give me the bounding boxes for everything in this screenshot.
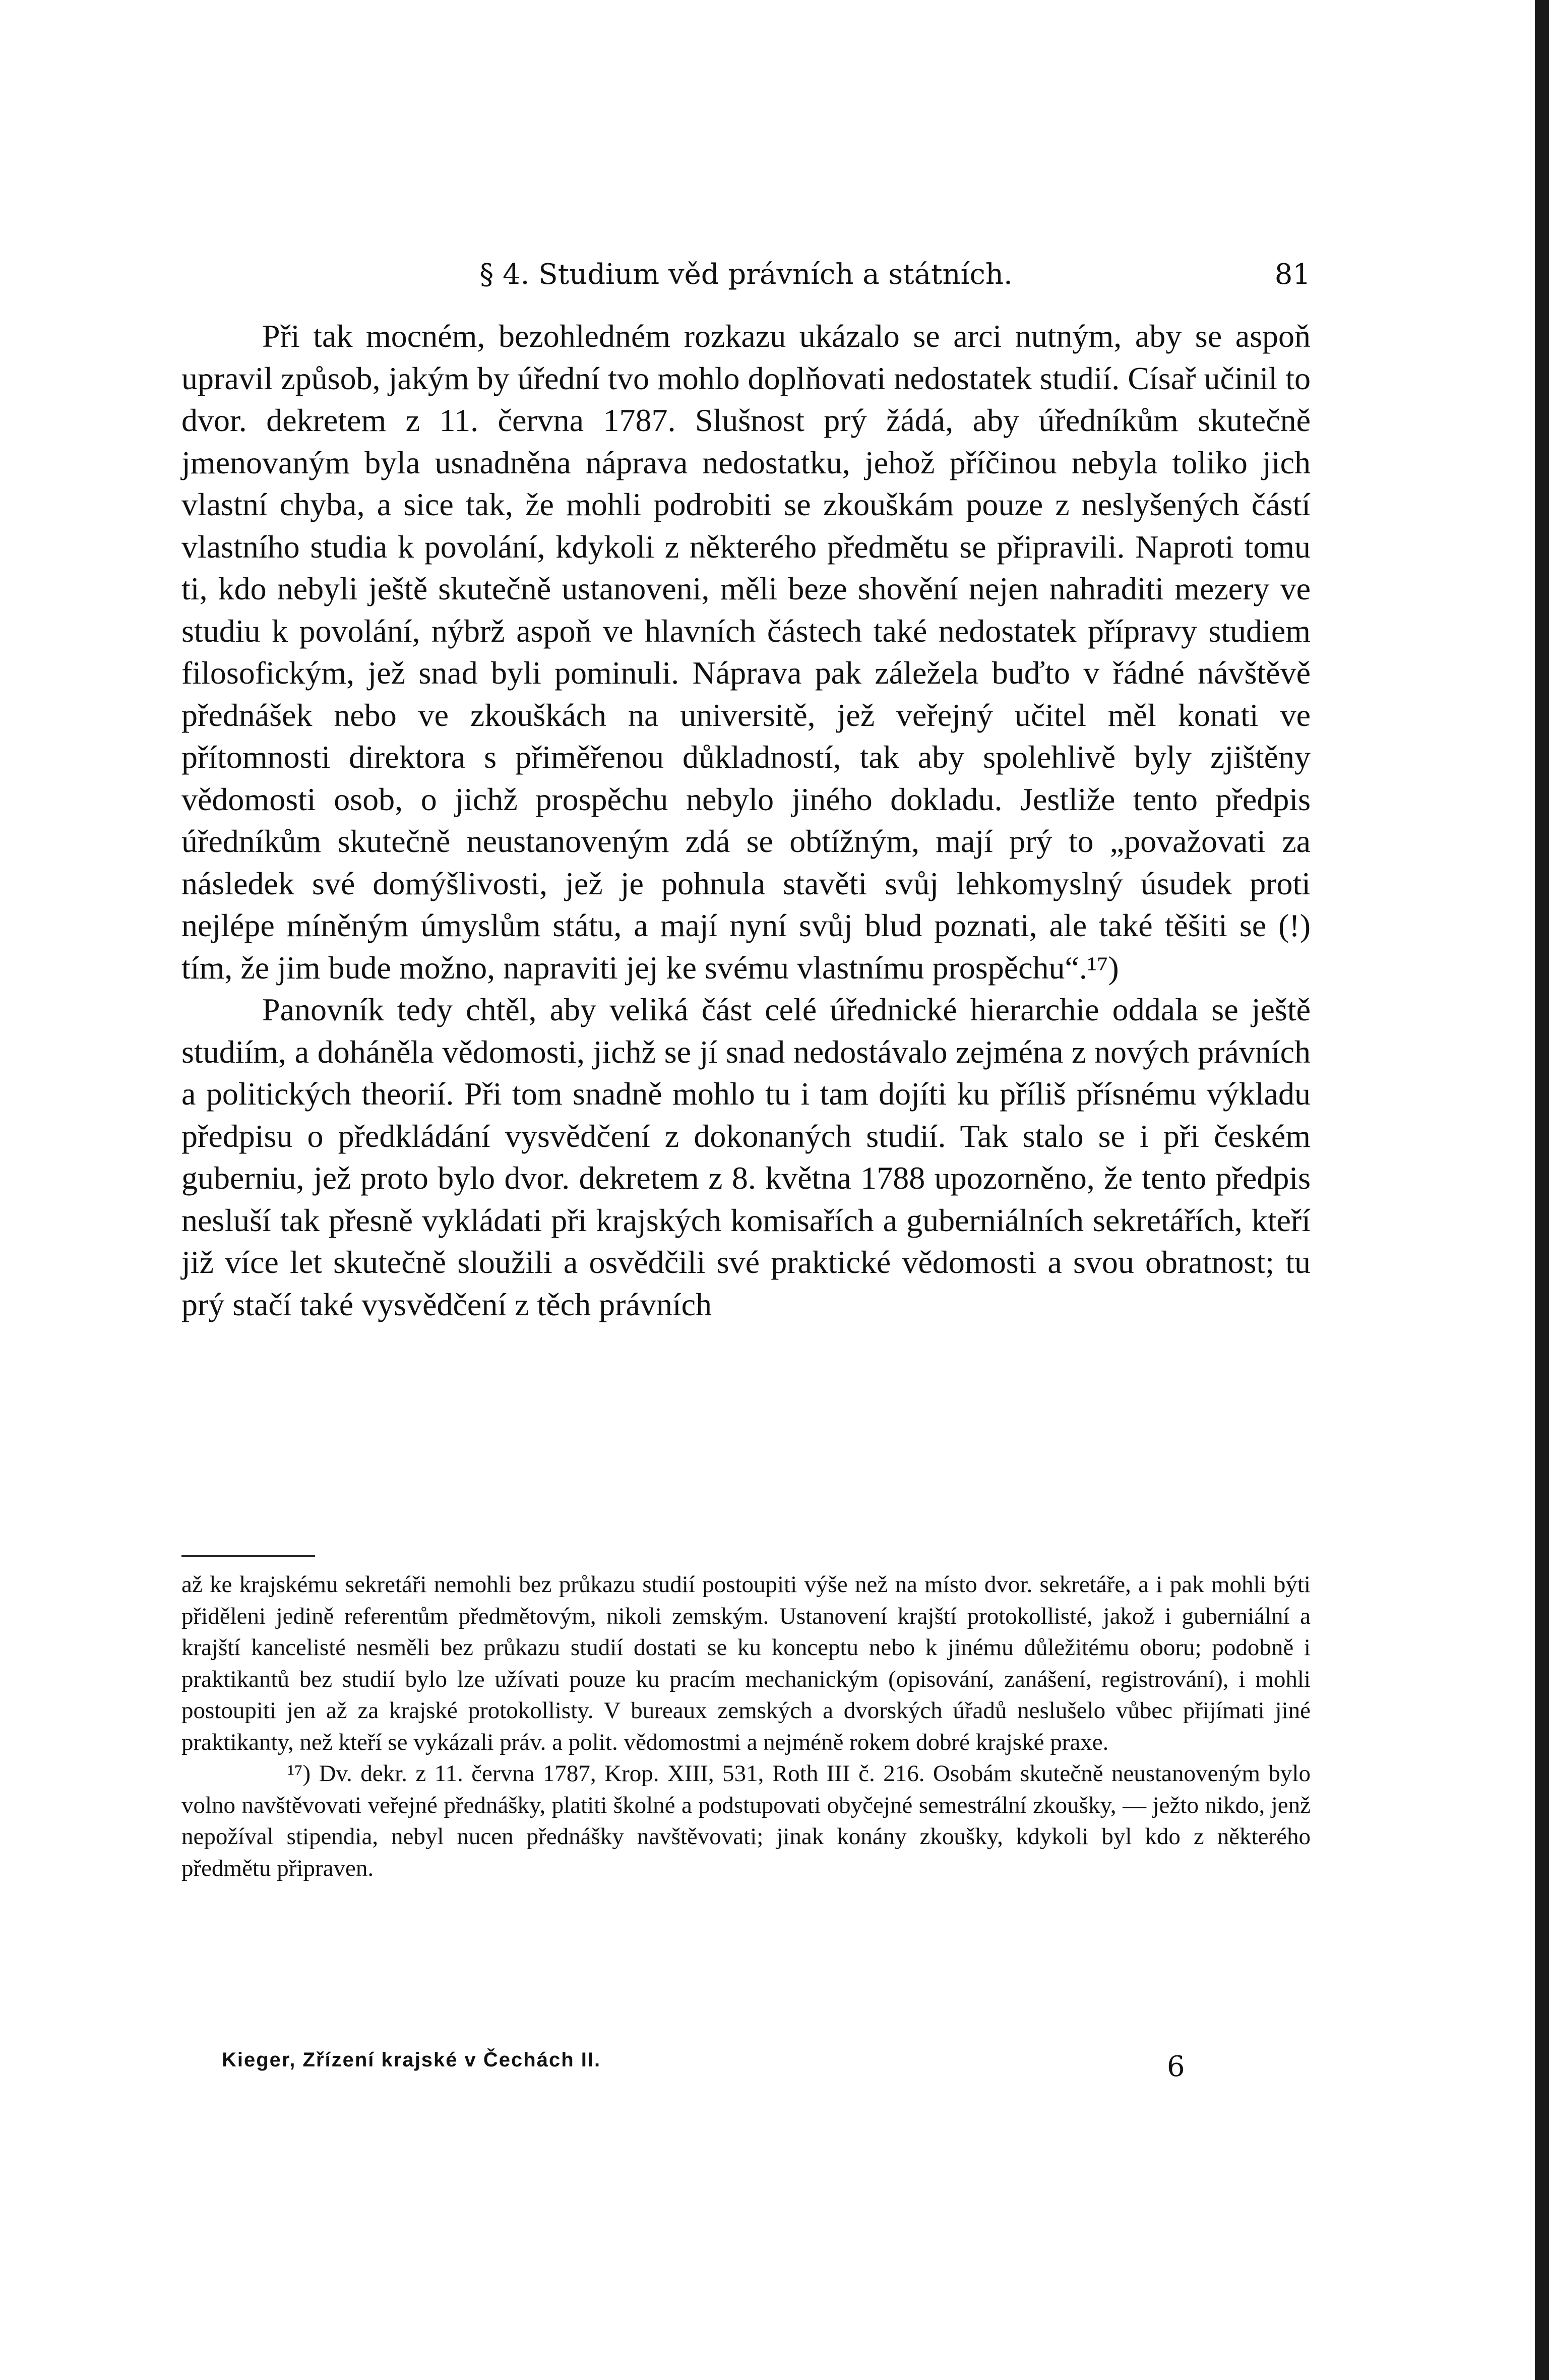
footnote-continuation: až ke krajskému sekretáři nemohli bez průkazu studií postoupiti výše než na místo dvor. sekretáře, a i pak mohli býti přiděleni jedině referentům předmětovým, nikoli zemským. Ustanovení krajští protokollisté, jakož i guberniální a krajští kancelisté nesměli bez průkazu studií dostati se ku konceptu nebo k jinému důležitému oboru; podobně i praktikantů bez studií bylo lze užívati pouze ku pracím mechanickým (opisování, zanášení, registrování), i mohli postoupiti jen až za krajské protokollisty. V bureaux zemských a dvorských úřadů neslušelo vůbec přijímati jiné praktikanty, než kteří se vykázali práv. a polit. vědomostmi a nejméně rokem dobré krajské praxe. bbox=[181, 1571, 1311, 1755]
scan-border bbox=[1535, 0, 1549, 2380]
section-title: § 4. Studium věd právních a státních. bbox=[479, 258, 1013, 291]
sheet-mark: 6 bbox=[1167, 2050, 1185, 2083]
paragraph: Při tak mocném, bezohledném rozkazu ukázalo se arci nutným, aby se aspoň upravil způsob, jakým by úřední tvo mohlo doplňovati nedostatek studií. Císař učinil to dvor. dekretem z 11. června 1787. Slušnost prý žádá, aby úředníkům skutečně jmenovaným byla usnadněna náprava nedostatku, jehož příčinou nebyla toliko jich vlastní chyba, a sice tak, že mohli podrobiti se zkouškám pouze z neslyšených částí vlastního studia k povolání, kdykoli z některého předmětu se připravili. Naproti tomu ti, kdo nebyli ještě skutečně ustanoveni, měli beze shovění nejen nahraditi mezery ve studiu k povolání, nýbrž aspoň ve hlavních částech také nedostatek přípravy studiem filosofickým, jež snad byli pominuli. Náprava pak záležela buďto v řádné návštěvě přednášek nebo ve zkouškách na universitě, jež veřejný učitel měl konati ve přítomnosti direktora s přiměřenou důkladností, tak aby spolehlivě byly zjištěny vědomosti osob, o jichž prospěchu nebylo jiného dokladu. Jestliže tento předpis úředníkům skutečně neustanoveným zdá se obtížným, mají prý to „považovati za následek své domýšlivosti, jež je pohnula stavěti svůj lehkomyslný úsudek proti nejlépe míněným úmyslům státu, a mají nyní svůj blud poznati, ale také těšiti se (!) tím, že jim bude možno, napraviti jej ke svému vlastnímu prospěchu“.¹⁷) bbox=[181, 318, 1311, 986]
printer-signature: Kieger, Zřízení krajské v Čechách II. bbox=[222, 2049, 601, 2071]
footnotes bbox=[181, 1569, 1311, 1884]
main-text bbox=[181, 315, 1311, 1325]
running-head bbox=[181, 255, 1311, 295]
paragraph: Panovník tedy chtěl, aby veliká část celé úřednické hierarchie oddala se ještě studiím, a doháněla vědomosti, jichž se jí snad nedostávalo zejména z nových právních a politických theorií. Při tom snadně mohlo tu i tam dojíti ku příliš přísnému výkladu předpisu o předkládání vysvědčení z dokonaných studií. Tak stalo se i při českém guberniu, jež proto bylo dvor. dekretem z 8. května 1788 upozorněno, že tento předpis nesluší tak přesně vykládati při krajských komisařích a guberniálních sekretářích, kteří již více let skutečně sloužili a osvědčili své praktické vědomosti a svou obratnost; tu prý stačí také vysvědčení z těch právních bbox=[181, 992, 1311, 1322]
page-number: 81 bbox=[1274, 258, 1311, 291]
footnote-divider bbox=[181, 1555, 315, 1557]
footnote-17: ¹⁷) Dv. dekr. z 11. června 1787, Krop. XIII, 531, Roth III č. 216. Osobám skutečně neustanoveným bylo volno navštěvovati veřejné přednášky, platiti školné a podstupovati obyčejné semestrální zkoušky, — ježto nikdo, jenž nepožíval stipendia, nebyl nucen přednášky navštěvovati; jinak konány zkoušky, kdykoli byl kdo z některého předmětu připraven. bbox=[181, 1760, 1311, 1881]
